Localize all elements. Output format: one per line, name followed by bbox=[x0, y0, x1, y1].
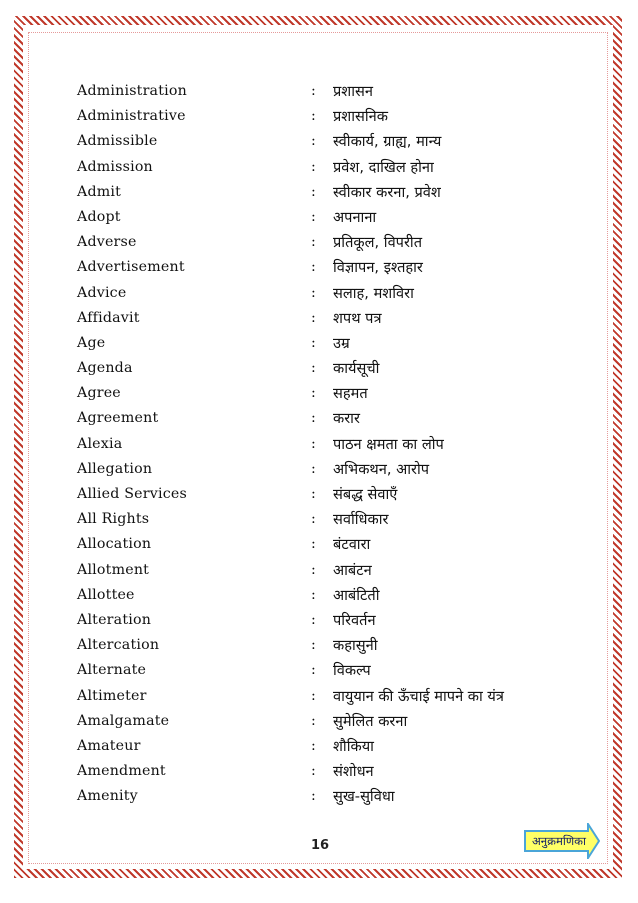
entry-separator: : bbox=[311, 662, 316, 679]
entry-separator: : bbox=[311, 611, 316, 628]
entry-term: Allegation bbox=[77, 460, 153, 477]
entry-translation: अपनाना bbox=[333, 208, 377, 226]
entry-translation: प्रशासनिक bbox=[333, 108, 388, 126]
entry-separator: : bbox=[311, 83, 316, 99]
entry-translation: पाठन क्षमता का लोप bbox=[333, 435, 444, 453]
entry-translation: परिवर्तन bbox=[333, 611, 376, 629]
entry-term: Altimeter bbox=[77, 687, 147, 704]
glossary-entry bbox=[77, 759, 597, 784]
entry-term: Advertisement bbox=[77, 259, 185, 276]
glossary-entry bbox=[77, 583, 597, 608]
entry-translation: सहमत bbox=[333, 385, 368, 403]
entry-translation: संबद्ध सेवाएँ bbox=[333, 486, 398, 503]
entry-separator: : bbox=[311, 763, 316, 780]
entry-term: Amateur bbox=[77, 737, 141, 754]
glossary-entry bbox=[77, 230, 597, 255]
entry-term: Amenity bbox=[77, 788, 138, 805]
entry-translation: उम्र bbox=[333, 334, 350, 352]
entry-separator: : bbox=[311, 561, 316, 578]
glossary-entry bbox=[77, 356, 597, 381]
entry-translation: स्वीकार करना, प्रवेश bbox=[333, 183, 441, 201]
entry-separator: : bbox=[311, 234, 316, 251]
entry-separator: : bbox=[311, 309, 316, 326]
glossary-entry bbox=[77, 406, 597, 431]
index-link-label: अनुक्रमणिका bbox=[532, 833, 586, 848]
entry-translation: प्रशासन bbox=[333, 83, 373, 100]
entry-term: Age bbox=[77, 334, 106, 351]
entry-separator: : bbox=[311, 460, 316, 477]
entry-translation: सुख-सुविधा bbox=[333, 788, 395, 806]
glossary-entry bbox=[77, 658, 597, 683]
entry-term: Administrative bbox=[77, 108, 186, 125]
entry-separator: : bbox=[311, 586, 316, 603]
glossary-entry bbox=[77, 155, 597, 180]
glossary-entry bbox=[77, 482, 597, 507]
entry-term: Alteration bbox=[77, 611, 152, 628]
entry-translation: कार्यसूची bbox=[333, 360, 380, 378]
entry-separator: : bbox=[311, 712, 316, 729]
entry-term: All Rights bbox=[77, 511, 150, 528]
entry-term: Admissible bbox=[77, 133, 158, 150]
entry-term: Adverse bbox=[77, 234, 137, 251]
entry-separator: : bbox=[311, 133, 316, 150]
glossary-entry bbox=[77, 633, 597, 658]
entry-translation: आबंटिती bbox=[333, 586, 380, 604]
entry-term: Agree bbox=[77, 385, 121, 402]
entry-separator: : bbox=[311, 259, 316, 276]
entry-term: Administration bbox=[77, 83, 187, 99]
entry-translation: आबंटन bbox=[333, 561, 372, 579]
entry-term: Amendment bbox=[77, 763, 166, 780]
index-link-button[interactable] bbox=[524, 823, 600, 859]
entry-term: Affidavit bbox=[77, 309, 140, 326]
entry-separator: : bbox=[311, 183, 316, 200]
glossary-list bbox=[77, 79, 597, 809]
entry-separator: : bbox=[311, 788, 316, 805]
entry-translation: सर्वाधिकार bbox=[333, 511, 389, 529]
entry-term: Alternate bbox=[77, 662, 147, 679]
entry-term: Admission bbox=[77, 158, 153, 175]
entry-separator: : bbox=[311, 687, 316, 704]
entry-translation: सुमेलित करना bbox=[333, 712, 408, 730]
entry-separator: : bbox=[311, 637, 316, 654]
entry-separator: : bbox=[311, 108, 316, 125]
entry-translation: संशोधन bbox=[333, 763, 374, 781]
entry-term: Admit bbox=[77, 183, 122, 200]
glossary-entry bbox=[77, 532, 597, 557]
entry-term: Allied Services bbox=[77, 486, 187, 502]
glossary-entry bbox=[77, 306, 597, 331]
entry-translation: प्रतिकूल, विपरीत bbox=[333, 234, 423, 252]
entry-translation: विकल्प bbox=[333, 662, 371, 680]
entry-separator: : bbox=[311, 410, 316, 427]
glossary-entry bbox=[77, 129, 597, 154]
glossary-entry bbox=[77, 507, 597, 532]
entry-translation: वायुयान की ऊँचाई मापने का यंत्र bbox=[333, 687, 504, 705]
glossary-entry bbox=[77, 205, 597, 230]
entry-separator: : bbox=[311, 158, 316, 175]
entry-separator: : bbox=[311, 208, 316, 225]
entry-term: Allottee bbox=[77, 586, 135, 603]
entry-separator: : bbox=[311, 284, 316, 301]
entry-term: Adopt bbox=[77, 208, 121, 225]
entry-separator: : bbox=[311, 511, 316, 528]
entry-separator: : bbox=[311, 334, 316, 351]
entry-term: Amalgamate bbox=[77, 712, 170, 729]
glossary-entry bbox=[77, 684, 597, 709]
entry-separator: : bbox=[311, 435, 316, 452]
entry-translation: अभिकथन, आरोप bbox=[333, 460, 430, 478]
entry-separator: : bbox=[311, 737, 316, 754]
entry-translation: बंटवारा bbox=[333, 536, 371, 554]
glossary-entry bbox=[77, 558, 597, 583]
glossary-entry bbox=[77, 79, 597, 104]
entry-term: Alexia bbox=[77, 435, 123, 452]
entry-term: Altercation bbox=[77, 637, 160, 654]
entry-separator: : bbox=[311, 486, 316, 502]
entry-translation: सलाह, मशविरा bbox=[333, 284, 414, 302]
entry-translation: करार bbox=[333, 410, 360, 428]
entry-term: Allotment bbox=[77, 561, 150, 578]
glossary-entry bbox=[77, 457, 597, 482]
entry-separator: : bbox=[311, 360, 316, 377]
glossary-entry bbox=[77, 734, 597, 759]
glossary-entry bbox=[77, 381, 597, 406]
entry-term: Agenda bbox=[77, 360, 133, 377]
page-number: 16 bbox=[310, 838, 330, 853]
glossary-entry bbox=[77, 432, 597, 457]
glossary-entry bbox=[77, 709, 597, 734]
glossary-entry bbox=[77, 608, 597, 633]
entry-separator: : bbox=[311, 536, 316, 553]
glossary-entry bbox=[77, 255, 597, 280]
entry-translation: प्रवेश, दाखिल होना bbox=[333, 158, 434, 176]
entry-translation: शौकिया bbox=[333, 737, 374, 755]
entry-translation: शपथ पत्र bbox=[333, 309, 382, 327]
glossary-entry bbox=[77, 784, 597, 809]
glossary-entry bbox=[77, 104, 597, 129]
glossary-entry bbox=[77, 281, 597, 306]
glossary-entry bbox=[77, 331, 597, 356]
entry-translation: स्वीकार्य, ग्राह्य, मान्य bbox=[333, 133, 442, 151]
entry-term: Advice bbox=[77, 284, 127, 301]
entry-translation: कहासुनी bbox=[333, 637, 378, 655]
glossary-entry bbox=[77, 180, 597, 205]
entry-term: Allocation bbox=[77, 536, 152, 553]
entry-separator: : bbox=[311, 385, 316, 402]
entry-term: Agreement bbox=[77, 410, 159, 427]
entry-translation: विज्ञापन, इश्तहार bbox=[333, 259, 423, 277]
